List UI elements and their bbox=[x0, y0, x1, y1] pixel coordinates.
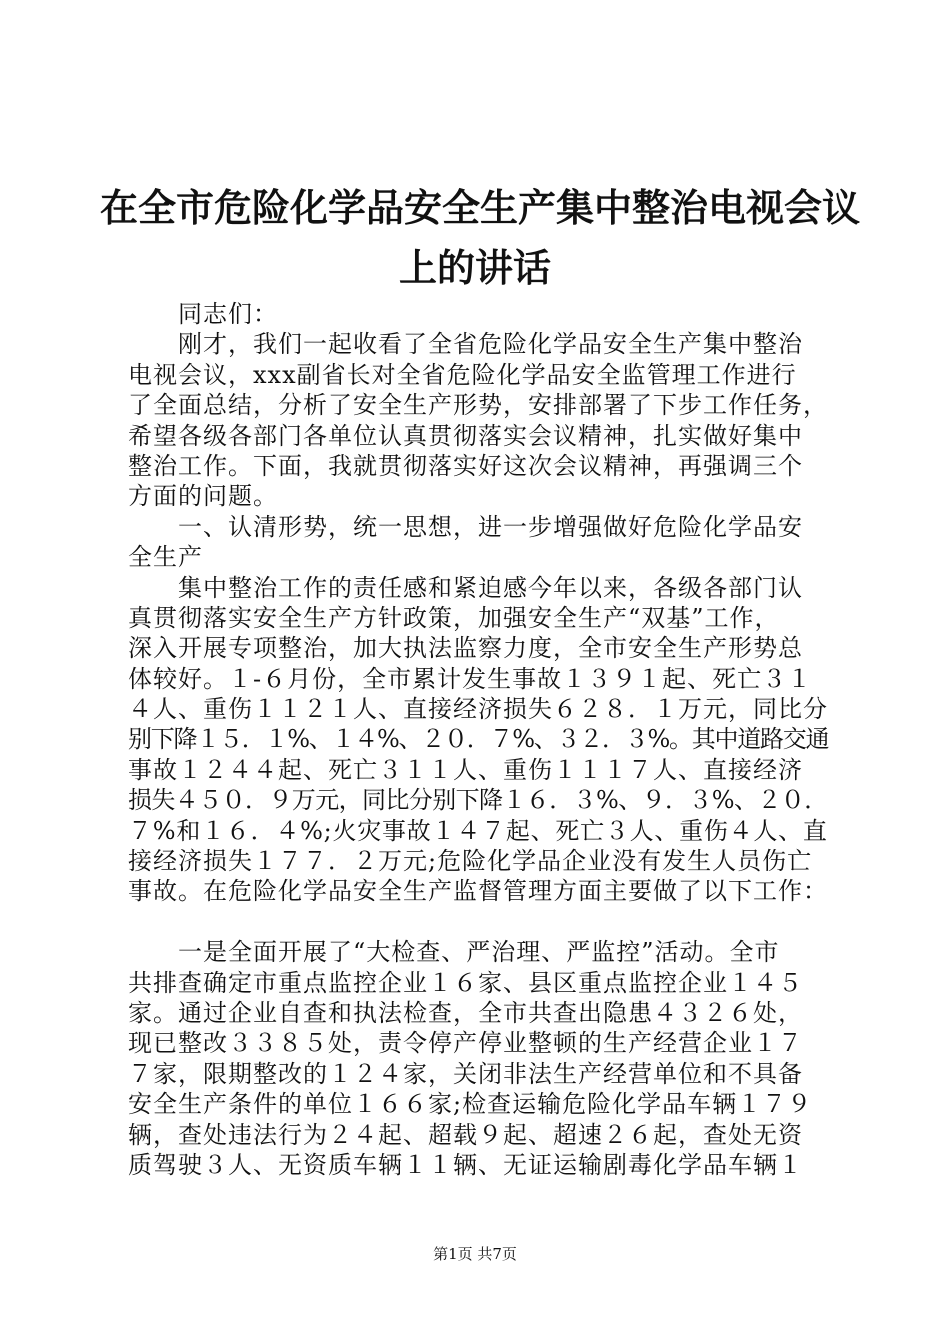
body-text-line: 电视会议，xxx副省长对全省危险化学品安全监管理工作进行 bbox=[128, 360, 797, 389]
body-text-line: 一是全面开展了“大检查、严治理、严监控”活动。全市 bbox=[128, 938, 780, 967]
body-text-line: 了全面总结，分析了安全生产形势，安排部署了下步工作任务， bbox=[128, 391, 828, 420]
body-text-line: 方面的问题。 bbox=[128, 482, 278, 511]
body-text-line: 整治工作。下面，我就贯彻落实好这次会议精神，再强调三个 bbox=[128, 451, 803, 480]
body-text-line: 接经济损失１７７．２万元;危险化学品企业没有发生人员伤亡 bbox=[128, 847, 813, 876]
body-text-line: 深入开展专项整治，加大执法监察力度，全市安全生产形势总 bbox=[128, 634, 803, 663]
body-text-line: 损失４５０．９万元，同比分别下降１６．３%、９．３%、２０． bbox=[128, 786, 828, 815]
body-text-line: 全生产 bbox=[128, 543, 203, 572]
paragraph-gap bbox=[128, 907, 828, 937]
body-text-line: 希望各级各部门各单位认真贯彻落实会议精神，扎实做好集中 bbox=[128, 421, 803, 450]
body-text-line: 质驾驶３人、无资质车辆１１辆、无证运输剧毒化学品车辆１ bbox=[128, 1150, 803, 1179]
body-text-line: ４人、重伤１１２１人、直接经济损失６２８．１万元，同比分 bbox=[128, 695, 828, 724]
body-text-line: 一、认清形势，统一思想，进一步增强做好危险化学品安 bbox=[128, 512, 803, 541]
body-text-line: 体较好。１-６月份，全市累计发生事故１３９１起、死亡３１ bbox=[128, 664, 813, 693]
document-body bbox=[128, 299, 828, 1180]
body-text-line: 事故。在危险化学品安全生产监督管理方面主要做了以下工作： bbox=[128, 877, 828, 906]
page-footer: 第1页 共7页 bbox=[433, 1245, 517, 1263]
body-text-line: 真贯彻落实安全生产方针政策，加强安全生产“双基”工作， bbox=[128, 603, 780, 632]
body-text-line: 集中整治工作的责任感和紧迫感今年以来，各级各部门认 bbox=[128, 573, 803, 602]
body-text-line: 共排查确定市重点监控企业１６家、县区重点监控企业１４５ bbox=[128, 968, 803, 997]
document-title-line-2: 上的讲话 bbox=[398, 245, 551, 290]
body-text-line: 别下降１５．１%、１４%、２０．７%、３２．３%。其中道路交通 bbox=[128, 725, 829, 754]
body-text-line: ７家，限期整改的１２４家，关闭非法生产经营单位和不具备 bbox=[128, 1059, 803, 1088]
body-text-line: 事故１２４４起、死亡３１１人、重伤１１１７人、直接经济 bbox=[128, 755, 803, 784]
body-text-line: 刚才，我们一起收看了全省危险化学品安全生产集中整治 bbox=[128, 330, 803, 359]
body-text-line: 家。通过企业自查和执法检查，全市共查出隐患４３２６处， bbox=[128, 998, 803, 1027]
document-title-line-1: 在全市危险化学品安全生产集中整治电视会议 bbox=[100, 185, 861, 230]
body-text-line: 同志们： bbox=[128, 300, 278, 328]
body-text-line: 现已整改３３８５处，责令停产停业整顿的生产经营企业１７ bbox=[128, 1029, 803, 1058]
body-text-line: 安全生产条件的单位１６６家;检查运输危险化学品车辆１７９ bbox=[128, 1090, 813, 1119]
body-text-line: 辆，查处违法行为２４起、超载９起、超速２６起，查处无资 bbox=[128, 1120, 803, 1149]
body-text-line: ７%和１６．４%;火灾事故１４７起、死亡３人、重伤４人、直 bbox=[128, 816, 828, 845]
